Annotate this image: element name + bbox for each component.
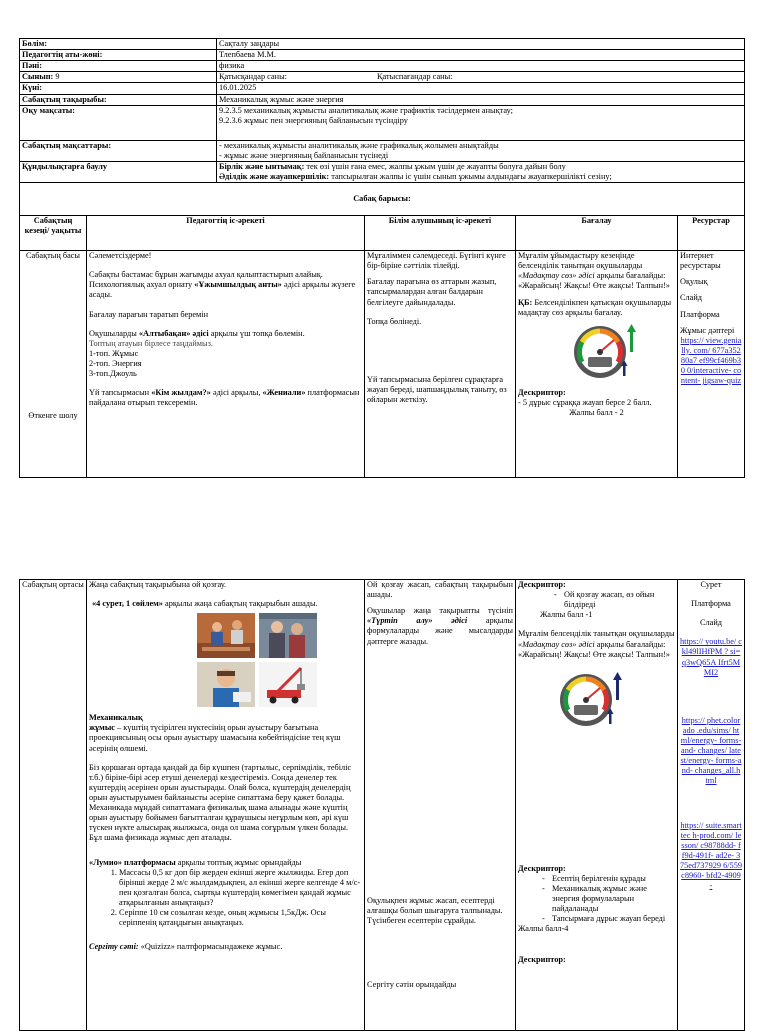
resource-link-smarttech[interactable]: https:// suite.smarttec h-prod.com/ lesson/ c98788dd- ff9d-491f- ad2e- 375ed737929 6/559c8960- bfd2-4909- [680,820,742,891]
info-label: Сынып: [22,72,54,82]
info-value: Сақталу заңдары [217,39,745,50]
info-row-section [20,39,745,50]
info-row-grade [20,72,745,83]
lesson-plan-page-1 [19,38,745,478]
text: Сергіту сәті: «Quizizz» палтформасындажеке жұмыс. [89,942,283,952]
col-header-student: Білім алушының іс-әрекеті [365,216,516,251]
info-value: 16.01.2025 [217,83,745,94]
info-label: Бөлім: [20,39,217,50]
text: Оқушыларды «Алтыбақан» әдісі арқылы үш топқа бөлемін. [89,328,305,338]
resource-link-genially[interactable]: https:// view.genially. com/ 677a35280a7 ef99cf469b30 0/interactive- content- jigsaw-quiz [680,335,742,386]
info-row-subject [20,61,745,72]
definition-title: Механикалық [89,713,143,723]
info-label: Күні: [20,83,217,94]
text: - 5 дұрыс сұраққа жауап берсе 2 балл. [518,397,652,407]
text: Сергіту сәтін орындайды [367,979,457,989]
definition: жұмыс – күштің түсірілген нүктесінің орын ауыстыру бағытына проекциясының осы орын ауыстыру шамасына көбейтіндісіне тең күш әсерінің өлшемі. [89,723,341,753]
text: Мұғаліммен сәлемдеседі. Бүгінгі күнге бір-біріне сәттілік тілейді. [367,251,506,271]
progress-title-row [20,183,745,216]
grade-value: 9 [53,72,60,82]
info-row-values [20,161,745,182]
total-score: Жалпы балл -1 [540,610,593,620]
info-row-topic [20,94,745,105]
resource-item: Слайд [699,618,723,628]
info-value: физика [217,61,745,72]
text: Ой қозғау жасап, сабақтың тақырыбын ашады. [367,580,513,600]
text: ҚБ: Белсенділікпен қатысқан оқушыларды мадақтау сөз арқылы бағалау. [518,297,672,317]
goal-line: - механикалық жұмысты аналитикалық және графикалық жолымен анықтайды [219,140,499,150]
descriptor-list [518,874,675,925]
col-header-resources: Ресурстар [678,216,745,251]
info-label: Құндылықтарға баулу [20,161,217,182]
resource-item: Платформа [680,309,720,319]
four-pictures [197,613,362,707]
speedometer-icon [568,322,675,382]
list-item: - Тапсырмаға дұрыс жауап береді [552,914,675,924]
resource-link-youtube[interactable]: https:// youtu.be/ ckl49lIHfPM ? si=q3wQ65A Ifrt5MMI2 [680,637,742,677]
table-header-row [20,216,745,251]
info-value [217,161,745,182]
text: Бағалау парағын таратып беремін [89,309,209,319]
info-row-lesson-goals [20,140,745,161]
resources-cell [678,251,745,478]
lesson-plan-page-2 [19,579,745,1031]
list-item: 2. Серіппе 10 см созылған кезде, оның жұмысы 1,5кДж. Осы серіппенің қатаңдығын анықтаңыз. [119,908,362,928]
stage-cell [20,251,87,478]
text: Оқулықпен жұмыс жасап, есептерді алғашқы болып шығаруға талпынады. Түсінбеген есептерін сұрайды. [367,895,503,925]
lesson-progress-table-continued [19,579,745,1031]
info-value: Тлепбаева М.М. [217,50,745,61]
descriptor-list [518,590,675,610]
info-label: Оқу мақсаты: [20,105,217,140]
student-cell [365,251,516,478]
text: Оқушылар жаңа тақырыпты түсініп «Түртіп алу» әдісі арқылы формулаларды және мысалдарды дәптерге жазады. [367,606,513,646]
total-score: Жалпы балл - 2 [569,407,624,417]
resource-item: Интернет ресурстары [680,251,721,271]
student-cell [365,580,516,1031]
value-line: Әділдік және жауапкершілік: тапсырылған жалпы іс үшін сынып ұжымы алдындағы жауапкершілікті сезіну; [219,171,612,181]
progress-title: Сабақ барысы: [20,183,745,216]
info-label: Пәні: [20,61,217,72]
resource-link-phet[interactable]: https:// phet.colorado .edu/sims/ html/energy- forms-and- changes/ latest/energy- forms-and- changes_all.h tml [680,715,742,786]
info-row-learning-objective [20,105,745,140]
assessment-cell [516,580,678,1031]
task-list [89,868,362,929]
objective-line: 9.2.3.6 жұмыс пен энергияның байланысын түсіндіру [219,115,408,125]
stage-label: Сабақтың ортасы [22,580,84,589]
descriptor-label: Дескриптор: [518,580,566,589]
text: Мұғалім ұйымдастыру кезеңінде белсенділік танытқан оқушыларды «Мадақтау сөз» әдісі арқылы бағалайды: «Жарайсың! Жақсы! Өте жақсы! Талпын!» [518,251,670,291]
info-label: Педагогтің аты-жөні: [20,50,217,61]
list-item: 1. Массасы 0,5 кг доп бір жерден екінші жерге жылжиды. Егер доп бірінші жерде 2 м/с жылдамдықпен, ал екінші жерге келгенде 4 м/с-пен қозғалған болса, сыртқы күштердің көмегімен қандай жұмыс атқарылғанын анықтаңыз? [119,868,362,908]
list-item: - Механикалық жұмыс және энергия формулаларын пайдаланады [552,884,675,914]
lesson-info-table [19,38,745,216]
text: «Лумио» платформасы арқылы топтық жұмыс орындайды [89,857,302,867]
teacher-cell [87,251,365,478]
text: Үй тапсырмасына берілген сұрақтарға жауап береді, шапшаңдылық таныту, өз ойларын жеткізу. [367,374,507,404]
resource-item: Сурет [700,580,722,589]
list-item: - Есептің берілгенін құрады [552,874,675,884]
text: Топтың атауын бірлесе таңдаймыз. [89,338,213,348]
total-score: Жалпы балл-4 [518,924,569,934]
info-label: Сабақтың тақырыбы: [20,94,217,105]
assessment-cell [516,251,678,478]
group-item: 1-топ. Жұмыс [89,348,139,358]
text: Сабақты бастамас бұрын жағымды ахуал қалыптастырып алайық. Психологиялық ахуал орнату «Ұжымшылдық анты» әдісі арқылы жүзеге асады. [89,270,356,300]
absent-label: Қатыспағандар саны: [377,72,453,82]
teacher-cell [87,580,365,1031]
value-line: Бірлік және ынтымақ: тек өзі үшін ғана емес, жалпы ұжым үшін де жауапты болуға дайын болу [219,161,566,171]
list-item: - Ой қозғау жасап, өз ойын білдіреді [564,590,675,610]
descriptor-label: Дескриптор: [518,863,566,873]
text: «4 сурет, 1 сөйлем» арқылы жаңа сабақтың тақырыбын ашады. [92,599,318,609]
speedometer-icon [554,670,675,730]
descriptor-label: Дескриптор: [518,387,566,397]
col-header-teacher: Педагогтің іс-әрекеті [87,216,365,251]
resource-item: Слайд [680,293,703,303]
goal-line: - жұмыс және энергияның байланысын түсінеді [219,150,389,160]
text: Жаңа сабақтың тақырыбына ой қозғау. [89,580,227,589]
stage-label: Сабақтың басы [25,251,81,261]
photo-workers [197,613,255,658]
info-label-cell [20,72,217,83]
photo-crane [259,662,317,707]
info-row-date [20,83,745,94]
resources-cell [678,580,745,1031]
stage-cell [20,580,87,1031]
descriptor-label: Дескриптор: [518,954,566,964]
info-value: Механикалық жұмыс және энергия [217,94,745,105]
text: Сәлеметсіздерме! [89,251,152,261]
objective-line: 9.2.3.5 механикалық жұмысты аналитикалық және графиктік тәсілдермен анықтау; [219,105,513,115]
stage-label: Өткенге шолу [28,411,78,421]
resource-item: Платформа [691,599,731,609]
group-item: 2-топ. Энергия [89,358,142,368]
photo-boy [197,662,255,707]
attendance-cell [217,72,745,83]
col-header-assessment: Бағалау [516,216,678,251]
resource-item: Оқулық [680,277,708,287]
group-item: 3-топ.Джоуль [89,369,137,379]
text: Үй тапсырмасын «Кім жылдам?» әдісі арқылы, «Жениали» платформасын пайдалана отырып тексеремін. [89,388,360,408]
info-value [217,140,745,161]
lesson-progress-table [19,215,745,478]
info-value [217,105,745,140]
resource-item: Жұмыс дәптері [680,325,735,335]
photo-people [259,613,317,658]
text: Бағалау парағына өз аттарын жазып, тапсырмалардан алған балдарын белгілеуге дайындалады. [367,277,497,307]
table-row-middle [20,580,745,1031]
text: Топқа бөлінеді. [367,316,422,326]
col-header-stage: Сабақтың кезеңі/ уақыты [20,216,87,251]
text: Мұғалім белсенділік танытқан оқушыларды «Мадақтау сөз» әдісі арқылы бағалайды: «Жарайсың! Жақсы! Өте жақсы! Талпын!» [518,629,675,659]
table-row-beginning [20,251,745,478]
text: Біз қоршаған ортада қандай да бір күшпен (тартылыс, серпімділік, тебіліс т.б.) біріне-бірі әсер етуші денелерді кездестіреміз. Сонда денелер тек күштердің әсерінен орын ауыстырады. Олай болса, күштердің денелердің орын ауыстыруымен байланысты әсеріне сипаттама беру қажет болады. Механикада мұндай сипаттамаға физикалық шама алынады және күштің орын ауыстыру бойымен бағытталған құраушысы неғұрлым көп, әрі күш түскен нүкте алысырақ жылжыса, онда ол шама соғұрлым үлкен болады. Бұл шама физикада жұмыс деп аталады. [89,762,352,843]
attended-label: Қатысқандар саны: [219,72,287,82]
info-label: Сабақтың мақсаттары: [20,140,217,161]
info-row-teacher [20,50,745,61]
